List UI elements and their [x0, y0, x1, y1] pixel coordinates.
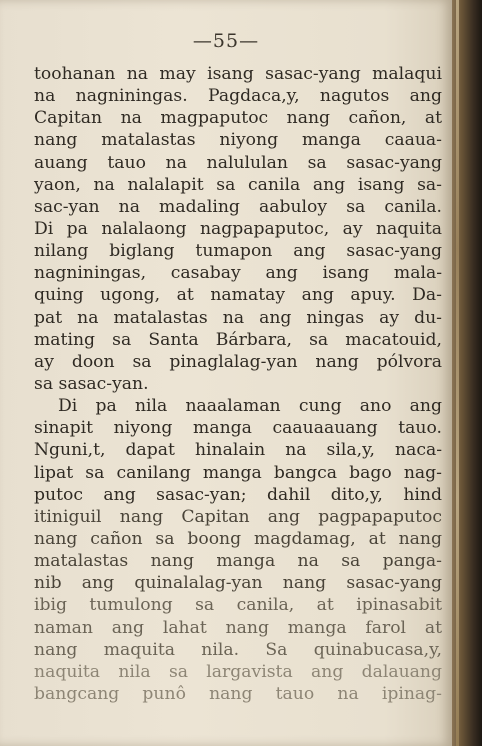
text-line: bangcang punô nang tauo na ipinag-: [34, 683, 442, 704]
text-line: yaon, na nalalapit sa canila ang isang sa-: [34, 174, 442, 195]
text-line: ibig tumulong sa canila, at ipinasabit: [34, 595, 442, 616]
book-spine: [452, 0, 482, 746]
text-line: Di pa nalalaong nagpapaputoc, ay naquita: [34, 218, 442, 239]
text-line: na nagniningas. Pagdaca,y, nagutos ang: [34, 86, 442, 107]
text-line: putoc ang sasac-yan; dahil dito,y, hind: [34, 484, 442, 505]
text-line: Capitan na magpaputoc nang cañon, at: [34, 108, 442, 129]
text-line: Di pa nila naaalaman cung ano ang: [58, 396, 442, 417]
text-line: nagniningas, casabay ang isang mala-: [34, 263, 442, 284]
text-line: nilang biglang tumapon ang sasac-yang: [34, 241, 442, 262]
text-line: quing ugong, at namatay ang apuy. Da-: [34, 285, 442, 306]
text-line: toohanan na may isang sasac-yang malaqui: [34, 64, 442, 84]
text-line: nang maquita nila. Sa quinabucasa,y,: [34, 639, 442, 660]
body-text: [34, 63, 442, 705]
page-number: —55—: [192, 30, 260, 52]
text-line: nang cañon sa boong magdamag, at nang: [34, 528, 442, 549]
text-line: ay doon sa pinaglalag-yan nang pólvora: [34, 351, 442, 372]
text-line: mating sa Santa Bárbara, sa macatouid,: [34, 329, 442, 350]
text-line: sinapit niyong manga caauaauang tauo.: [34, 418, 442, 439]
text-line: itiniguil nang Capitan ang pagpapaputoc: [34, 506, 442, 527]
text-line: Nguni,t, dapat hinalain na sila,y, naca-: [34, 440, 442, 461]
text-line: matalastas nang manga na sa panga-: [34, 551, 442, 572]
text-line: auang tauo na nalululan sa sasac-yang: [34, 152, 442, 173]
page-edge: [456, 0, 459, 746]
text-line: sa sasac-yan.: [34, 373, 149, 394]
text-line: naquita nila sa largavista ang dalauang: [34, 661, 442, 682]
text-line: pat na matalastas na ang ningas ay du-: [34, 307, 442, 328]
text-line: naman ang lahat nang manga farol at: [34, 617, 442, 638]
text-line: sac-yan na madaling aabuloy sa canila.: [34, 196, 442, 217]
text-line: nib ang quinalalag-yan nang sasac-yang: [34, 573, 442, 594]
text-line: lipat sa canilang manga bangca bago nag-: [34, 462, 442, 483]
text-line: nang matalastas niyong manga caaua-: [34, 130, 442, 151]
